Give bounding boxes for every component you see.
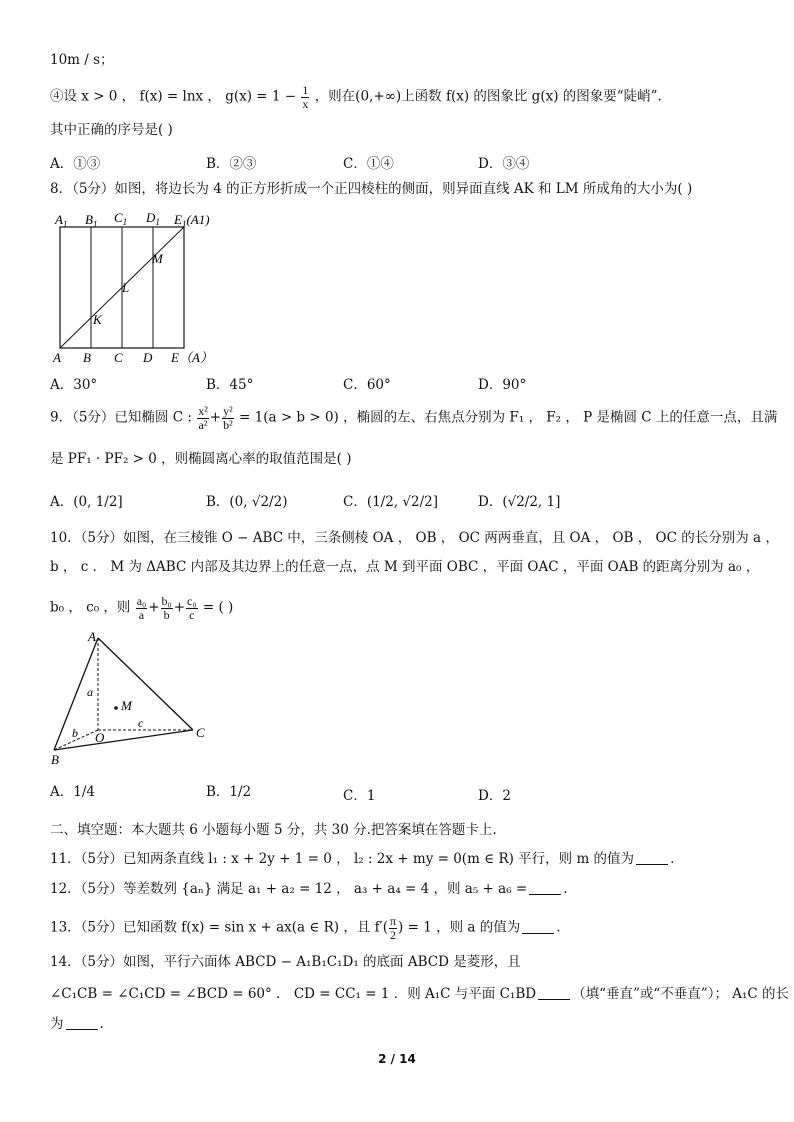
q7-line1: 10m / s；: [50, 52, 114, 68]
frac-num: 1: [302, 83, 309, 97]
label-c: C: [196, 725, 205, 740]
q14-line2: [50, 986, 789, 1002]
q9-option-d: D．(√2/2, 1]: [478, 494, 561, 510]
x2-over-a2: $\frac{\text{x²}}{\text{a²}}$: [198, 404, 208, 432]
label-e1-a1: $E_1(A1)$: [174, 212, 210, 229]
q8-option-d: D．90°: [478, 377, 527, 393]
label-e-a: E（A）: [171, 350, 213, 365]
q7-line2: [50, 84, 662, 110]
label-d: D: [143, 350, 153, 365]
q10-option-b: B．1/2: [206, 784, 252, 800]
answer-blank: [529, 893, 561, 895]
label-b-length: b: [72, 726, 78, 740]
q9-option-c: C．(1/2, √2/2]: [343, 494, 439, 510]
q10-line3: b₀ ， c₀ ，则 $\frac{\text{a₀}}{a}$ + $\frac{\text{b₀}}{b}$ + $\frac{\text{c₀}}{c}$ = ( ): [50, 594, 234, 622]
q12: 12．（5分）等差数列 {aₙ} 满足 a₁ + a₂ = 12 ， a₃ + a₄ = 4 ，则 a₅ + a₆ = .: [50, 881, 568, 897]
answer-blank: [538, 998, 570, 1000]
q7-option-d: D．③④: [478, 156, 530, 172]
label-d1: $D_1$: [146, 210, 160, 227]
frac-den: x: [302, 96, 309, 111]
q8-figure: [48, 205, 248, 365]
q10-option-a: A．1/4: [50, 784, 95, 800]
q9-stem-post: = 1(a > b > 0) ，椭圆的左、右焦点分别为 F₁ ， F₂ ， P 是椭圆 C 上的任意一点，且满: [239, 409, 778, 426]
q10-line3-post: = ( ): [202, 599, 234, 616]
pi-over-2: $\frac{\pi}{2}$: [389, 914, 397, 942]
label-c-length: c: [138, 716, 144, 730]
q13-post: ) = 1 ，则 a 的值为: [398, 919, 521, 936]
q7-line2-post: ，则在(0,+∞)上函数 f(x) 的图象比 g(x) 的图象要“陡峭”.: [314, 88, 662, 105]
q7-option-a: A．①③: [50, 156, 101, 172]
label-c1: $C_1$: [114, 210, 128, 227]
label-k: K: [93, 312, 102, 327]
label-a: A: [88, 629, 96, 644]
q7-line2-pre: ④设 x > 0 ， f(x) = lnx ， g(x) = 1 −: [50, 88, 297, 105]
q12-text: 12．（5分）等差数列 {aₙ} 满足 a₁ + a₂ = 12 ， a₃ + a₄ = 4 ，则 a₅ + a₆ =: [50, 881, 528, 897]
q9-option-a: A．(0, 1/2]: [50, 494, 123, 510]
q8-option-b: B．45°: [206, 377, 254, 393]
point-m: [114, 706, 118, 710]
q10-figure: [48, 628, 223, 768]
label-b1: $B_1$: [85, 212, 98, 229]
answer-blank: [66, 1028, 98, 1030]
q8-option-a: A．30°: [50, 377, 98, 393]
q11: 11．（5分）已知两条直线 l₁ : x + 2y + 1 = 0 ， l₂ : 2x + my = 0(m ∈ R) 平行，则 m 的值为 .: [50, 851, 675, 867]
label-b: B: [83, 350, 91, 365]
label-c: C: [114, 350, 123, 365]
q14-line1: 14．（5分）如图，平行六面体 ABCD − A₁B₁C₁D₁ 的底面 ABCD 是菱形，且: [50, 954, 521, 970]
label-a: A: [53, 350, 61, 365]
q13: 13．（5分）已知函数 f(x) = sin x + ax(a ∈ R) ，且 f′( $\frac{\pi}{2}$ ) = 1 ，则 a 的值为 .: [50, 914, 561, 942]
label-b: B: [51, 752, 59, 767]
q10-option-d: D．2: [478, 788, 511, 804]
q10-line2: b ， c ． M 为 ΔABC 内部及其边界上的任意一点，点 M 到平面 OBC ，平面 OAC ，平面 OAB 的距离分别为 a₀ ，: [50, 559, 760, 575]
answer-blank: [636, 863, 668, 865]
label-m: M: [121, 698, 132, 713]
q11-text: 11．（5分）已知两条直线 l₁ : x + 2y + 1 = 0 ， l₂ : 2x + my = 0(m ∈ R) 平行，则 m 的值为: [50, 851, 635, 867]
y2-over-b2: $\frac{\text{y²}}{\text{b²}}$: [223, 404, 233, 432]
b0-over-b: $\frac{\text{b₀}}{b}$: [161, 594, 172, 622]
answer-blank: [522, 932, 554, 934]
q9-option-b: B．(0, √2/2): [206, 494, 288, 510]
label-l: L: [122, 280, 130, 295]
edge-ac: [98, 638, 193, 730]
q13-pre: 13．（5分）已知函数 f(x) = sin x + ax(a ∈ R) ，且 f′(: [50, 919, 388, 936]
q10-line1: 10．（5分）如图，在三棱锥 O − ABC 中，三条侧棱 OA ， OB ， OC 两两垂直，且 OA ， OB ， OC 的长分别为 a ，: [50, 530, 779, 546]
section2-heading: 二、填空题：本大题共 6 小题每小题 5 分，共 30 分.把答案填在答题卡上.: [50, 822, 497, 838]
q7-prompt: 其中正确的序号是( ): [50, 122, 173, 138]
q8-stem: 8．（5分）如图，将边长为 4 的正方形折成一个正四棱柱的侧面，则异面直线 AK 和 LM 所成角的大小为( ): [50, 181, 693, 197]
q9-stem-pre: 9．（5分）已知椭圆 C :: [50, 409, 192, 426]
q10-line3-pre: b₀ ， c₀ ，则: [50, 599, 131, 616]
label-m: M: [152, 251, 163, 266]
q10-option-c: C．1: [343, 788, 376, 804]
c0-over-c: $\frac{\text{c₀}}{c}$: [187, 594, 197, 622]
q14-line2-post: （填“垂直”或“不垂直”）； A₁C 的长: [572, 986, 790, 1002]
q7-option-b: B．②③: [206, 156, 257, 172]
page-number: 2 / 14: [378, 1052, 416, 1066]
q7-fraction: [301, 84, 309, 110]
q14-line3: 为 .: [50, 1016, 104, 1032]
q14-line3-text: 为: [50, 1016, 64, 1032]
q8-option-c: C．60°: [343, 377, 391, 393]
q9-stem: 9．（5分）已知椭圆 C : $\frac{\text{x²}}{\text{a²}}$ + $\frac{\text{y²}}{\text{b²}}$ = 1(a > b > 0) ，椭圆的左、右焦点分别为 F₁ ， F₂ ， P 是椭圆 C 上的任意一点，且满: [50, 404, 778, 432]
q14-line2-pre: ∠C₁CB = ∠C₁CD = ∠BCD = 60° ． CD = CC₁ = 1 ．则 A₁C 与平面 C₁BD: [50, 986, 537, 1002]
label-a1: $A_1$: [55, 212, 68, 229]
q7-option-c: C．①④: [343, 156, 394, 172]
q9-line2: 是 PF₁ · PF₂ > 0 ，则椭圆离心率的取值范围是( ): [50, 451, 352, 467]
label-a-length: a: [87, 685, 93, 699]
a0-over-a: $\frac{\text{a₀}}{a}$: [136, 594, 147, 622]
label-o: O: [95, 730, 105, 745]
